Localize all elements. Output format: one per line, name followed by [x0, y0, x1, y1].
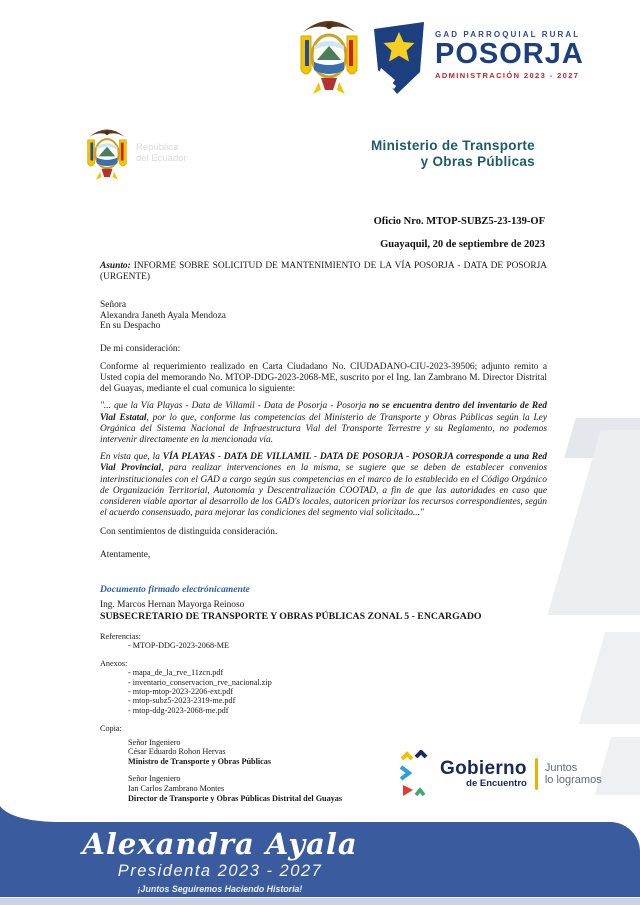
gad-title-big: POSORJA: [435, 38, 584, 70]
copy-name: Ian Carlos Zambrano Montes: [128, 783, 225, 793]
gad-title-block: [435, 30, 584, 80]
oficio-block: [374, 210, 545, 256]
gad-admin-line: ADMINISTRACIÓN 2023 - 2027: [435, 71, 580, 80]
president-name: Alexandra Ayala: [82, 827, 358, 861]
recipient-office: En su Despacho: [100, 321, 161, 332]
gad-shield-icon: [371, 20, 427, 96]
annexes-block: [100, 659, 547, 715]
quoted-paragraph-1: "... que la Vía Playas - Data de Villamil - Data de Posorja - Posorja no se encuentra dentro del inventario de Red Vial Estatal, por lo que, conforme las competencias del Ministerio de Transporte y Obras Públicas según la Ley Orgánica del Sistema Nacional de Infraestructura Vial del Transporte Terrestre y su Reglamento, no podemos intervenir directamente en la mencionada vía.: [100, 401, 547, 446]
gobierno-brand-top: Gobierno: [440, 758, 527, 780]
ecuador-coat-of-arms-icon: [293, 16, 365, 100]
greeting: De mi consideración:: [100, 343, 181, 354]
copy-title: Director de Transporte y Obras Públicas Distrital del Guayas: [128, 793, 343, 803]
references-label: Referencias:: [100, 631, 141, 641]
republic-watermark-text: República del Ecuador: [136, 142, 187, 164]
annexes-label: Anexos:: [100, 658, 128, 668]
footer-banner: [0, 822, 640, 898]
letter-body: [100, 261, 547, 811]
recipient-salutation: Señora: [100, 300, 127, 311]
banner-wave-shape: [0, 806, 60, 822]
annex-item: - inventario_conservacion_rve_nacional.zip: [128, 677, 272, 687]
copy-name: César Eduardo Rohon Hervas: [128, 747, 226, 757]
recipient-block: [100, 300, 547, 331]
annex-item: - mtop-ddg-2023-2068-me.pdf: [128, 705, 229, 715]
banner-text-block: [60, 828, 380, 894]
oficio-number: Oficio Nro. MTOP-SUBZ5-23-139-OF: [373, 216, 545, 227]
gobierno-tagline: Juntos lo logramos: [544, 761, 602, 786]
signer-block: [100, 600, 547, 623]
paragraph-1: Conforme al requerimiento realizado en Carta Ciudadano No. CIUDADANO-CIU-2023-39506; adjunto remito a Usted copia del memorando No. MTOP-DDG-2023-2068-ME, suscrito por el Ing. Ian Zambrano M. Director Distrital del Guayas, mediante el cual comunica lo siguiente:: [100, 361, 547, 395]
annex-item: - mapa_de_la_rve_11zcn.pdf: [128, 668, 224, 678]
gobierno-chevrons-icon: [398, 750, 438, 798]
background-watermark: [547, 430, 640, 615]
subject-text: INFORME SOBRE SOLICITUD DE MANTENIMIENTO DE LA VÍA POSORJA - DATA DE POSORJA (URGENTE): [100, 261, 547, 283]
gobierno-divider: [535, 758, 538, 790]
esignature-note: Documento firmado electrónicamente: [100, 583, 250, 595]
closing-sentiments: Con sentimientos de distinguida consideración.: [100, 527, 278, 538]
banner-slogan: ¡Juntos Seguiremos Haciendo Historia!: [137, 884, 303, 894]
ministry-letterhead: [0, 126, 640, 188]
footer-strip: [0, 897, 640, 905]
gobierno-brand-bottom: de Encuentro: [466, 778, 527, 790]
copy-label: Copia:: [100, 724, 122, 734]
president-title: Presidenta 2023 - 2027: [117, 862, 323, 880]
copy-salutation: Señor Ingeniero: [128, 737, 181, 747]
gobierno-brand: [440, 759, 527, 789]
gad-header: [293, 16, 584, 100]
city-date: Guayaquil, 20 de septiembre de 2023: [380, 239, 545, 250]
gobierno-encuentro-logo: [398, 750, 602, 798]
subject-line: [100, 261, 547, 283]
background-watermark: [579, 632, 640, 724]
copy-salutation: Señor Ingeniero: [128, 774, 181, 784]
signer-title: SUBSECRETARIO DE TRANSPORTE Y OBRAS PÚBLICAS ZONAL 5 - ENCARGADO: [100, 611, 482, 623]
annex-item: - mtop-subz5-2023-2319-me.pdf: [128, 696, 236, 706]
signer-name: Ing. Marcos Hernan Mayorga Reinoso: [100, 600, 245, 611]
reference-item: - MTOP-DDG-2023-2068-ME: [128, 641, 230, 651]
copy-title: Ministro de Transporte y Obras Públicas: [128, 756, 272, 766]
ministry-coat-of-arms-icon: [82, 126, 132, 184]
quoted-paragraph-2: En vista que, la VÍA PLAYAS - DATA DE VILLAMIL - DATA DE POSORJA - POSORJA corresponde a una Red Vial Provincial, para realizar intervenciones en la misma, se sugiere que se deben de establecer convenios interinstitucionales con el GAD a cargo según sus competencias en el marco de lo establecido en el Código Orgánico de Organización Territorial, Autonomía y Descentralización COOTAD, a fin de que las autoridades en caso que consideren viable aportar al desarrollo de los GAD's locales, autoricen priorizar los recursos correspondientes, según el acuerdo consensuado, para mejorar las condiciones del segmento vial solicitado...": [100, 452, 547, 519]
closing-attentively: Atentamente,: [100, 549, 151, 560]
gad-title-small: GAD PARROQUIAL RURAL: [435, 30, 581, 39]
recipient-name: Alexandra Janeth Ayala Mendoza: [100, 310, 226, 321]
ministry-name: Ministerio de Transporte y Obras Públicas: [371, 138, 535, 169]
annex-item: - mtop-mtop-2023-2206-ext.pdf: [128, 686, 234, 696]
references-block: [100, 632, 547, 651]
subject-label: Asunto:: [100, 261, 131, 271]
